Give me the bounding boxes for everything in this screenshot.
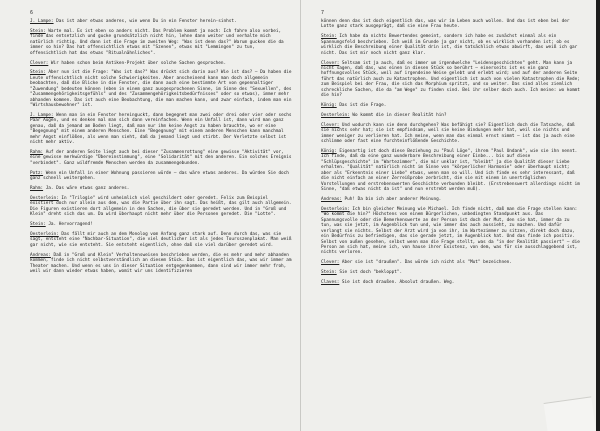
- left-page-body: [30, 19, 294, 275]
- dialogue-text: Das ist aber etwas anderes, wie wenn Du in ein Fenster herein-sinhst.: [53, 19, 237, 24]
- dialogue-paragraph: [30, 19, 294, 24]
- speaker-name: Stein:: [321, 270, 337, 276]
- dialogue-text: Wo kommt die in dieser Realität hin?: [349, 112, 447, 118]
- dialogue-paragraph: [321, 19, 582, 30]
- speaker-name: Oesterlein:: [30, 195, 59, 201]
- dialogue-paragraph: [30, 150, 294, 166]
- dialogue-paragraph: [321, 61, 582, 99]
- dialogue-text: Das ist die Frage.: [336, 103, 387, 109]
- dialogue-paragraph: [321, 207, 582, 256]
- dialogue-paragraph: [30, 222, 294, 227]
- dialogue-text: können denn das ist doch eigentlich das, was wir im Leben auch wollen. Und das ist eben bei der Lotte ganz stark ausgeprägt, daß sie eine Frau heute.: [321, 19, 573, 30]
- dialogue-text: Ich habe da nichts Bewertendes gemeint, sondern ich habe es zunächst einmal als ein Spannungsfeld beschrieben. Ich weiß im Grunde ja gar nicht, ob es wirklich vorhanden ist; ob es wirklich die Beschreibung einer Qualität drin ist, die tatsächlich etwas abwirft, das weiß ich gar nicht. Das ist mir noch nicht ganz klar.: [321, 34, 580, 56]
- dialogue-text: Wir haben schon beim Antiken-Projekt über solche Sachen gesprochen.: [48, 60, 227, 66]
- dialogue-paragraph: [30, 70, 294, 108]
- dialogue-text: Daß in "Groß und Klein" Verhaltensweisen beschrieben werden, die es mehr und mehr abhanden kommen, finde ich nicht selbstverständlich an diesem Stück. Das ist eigentlich das, was wir immer am Theater machen. Und wenn es uns in dieser Situation entgegenkommen, dann sind wir immer mehr froh, weil wir dann wieder etwas haben, womit wir uns identifizieren: [30, 252, 295, 275]
- speaker-name: Oesterlein:: [321, 112, 350, 118]
- dialogue-text: Wenn man in ein Fenster hereinguckt, dann begegnet man zwei oder drei oder vier oder sechs Paar Augen, und es denken mal man sich dann vereinfachen. Wenn ein Unfall ist, dann wird man ganz genau, daß da jemand am Boden liegt, daß man nur ihm keine Angst zu haben brauchte, wo er eine "Begegnung" mit einem anderen Menschen. Eine "Begegnung" mit einem anderen Menschen kann manchmal mehr Angst einflößen, als wenn man sieht, daß da jemand liegt und stirbt. Der Verletzte selbst ist nicht mehr aktiv.: [30, 112, 295, 146]
- dialogue-paragraph: [321, 149, 582, 193]
- speaker-name: Andreas:: [321, 196, 342, 202]
- dialogue-text: Warte mal. Es ist eben so anders nicht. Das Problem kommt ja noch: Ich fahre also vorbei, finde das entsetzlich und gucke grundsätzlich nicht hin, lehne dann weiter und verhalte mich natürlich richtig. Und dann ist die Frage im zweiten Weg: "Was ist denn das?" Warum gucken die da immer so hin? Das hat offensichtlich etwas mit "Szenen", etwas mit "Lemmingen" zu tun, offensichtlich hat das etwas "Ritualnähnliches".: [30, 28, 287, 56]
- speaker-name: Oesterlein:: [321, 206, 350, 212]
- dialogue-text: Ja. Das wäre etwas ganz anderes.: [43, 186, 130, 192]
- dialogue-paragraph: [30, 232, 294, 248]
- dialogue-paragraph: [321, 197, 582, 202]
- dialogue-paragraph: [321, 270, 582, 275]
- speaker-name: Andreas:: [30, 252, 51, 258]
- speaker-name: Stein:: [321, 34, 337, 40]
- dialogue-paragraph: [30, 61, 294, 66]
- folded-paper-tab: [544, 396, 596, 431]
- dialogue-text: In "Trilogie" wird unheimlich viel geschildert oder geredet. Felix zum Beispiel existiert doch nur allein aus dem, was die Partie über ihn sagt. Das heißt, das gilt auch allgemein. Die Figuren existieren dort allgemein in den Sachen, die über sie geredet werden. Und in "Groß und Klein" dreht sich das um. Da wird überhaupt nicht mehr über die Personen geredet. Die "Lotte".: [30, 195, 295, 218]
- speaker-name: Rahm:: [30, 186, 44, 192]
- speaker-name: J. Lampe:: [30, 112, 54, 118]
- speaker-name: König:: [321, 148, 337, 154]
- dialogue-text: Eigenartig ist doch diese Beziehung zu "Paul Löge", ihrem "Paul Undank", wie sie ihn nennt. Ich finde, daß da eine ganz wunderbare Beschreibung einer Einbe... bis auf diese "Schlüpsgeschichte" im "Wartezimmer", die mir unklar ist, "bleibt" ja die Qualität dieser Liebe erhalten. "Qualität" natürlich nicht im Sinne von "körperlicher Harmonie" oder überhaupt nicht; aber als "Erkenntnis einer Liebe" etwas, wenn man so will. Und ich finde es sehr interessant, daß die nicht einfach an einer Zerreißprobe zerbricht, die sie mit einem in unerträglichen Vorstellungen und erstrebenswerten Geschichte verbunden bleibt. (Erstrebenswert allerdings nicht im Sinne, "daß etwas nicht da ist" und nun erstrebt werden muß).: [321, 148, 583, 193]
- right-page: [300, 0, 596, 431]
- dialogue-paragraph: [321, 260, 582, 265]
- dialogue-text: Puh! Da bin ich aber anderer Meinung.: [341, 196, 442, 202]
- dialogue-text: Sie ist doch draußen. Absolut draußen. Weg.: [339, 279, 455, 285]
- dialogue-text: Sie ist doch "bekloppt".: [336, 270, 403, 276]
- speaker-name: Rahm:: [30, 150, 44, 156]
- speaker-name: Claves:: [321, 279, 340, 285]
- dialogue-text: Ja. Hervorragend!: [45, 222, 93, 228]
- speaker-name: J. Lampe:: [30, 19, 54, 24]
- speaker-name: Clever:: [30, 60, 49, 66]
- dialogue-paragraph: [30, 186, 294, 191]
- speaker-name: Clever:: [321, 60, 340, 66]
- background-edge: [596, 0, 600, 431]
- dialogue-paragraph: [321, 34, 582, 56]
- speaker-name: König:: [321, 103, 337, 109]
- dialogue-text: Aber nun ist die Frage: "Was ist das?" Was drückt sich darin aus? Wie ist das? – Da haben die Leute offensichtlich nicht solche Schwierigkeiten. Aber anscheinend kann man doch allgemein beobachten, daß die Blicke in die Fenster, die dann auch eine bestimmte Art von gepennaltiger "Zuwendung" bedeuten können (eben in einem ganz ausgesprochenen Sinne, im Sinne des "Sexuellen", des "Zusammengehörigkeitsgefühls" und des "Zusammengehörigkeitsbedürfnisses" oder so etwas), immer mehr abhanden kommen. Das ist auch eine Beobachtung, die man machen kann, und zwar einfach, indem man ein "Wirtshausbewohner" ist.: [30, 70, 295, 109]
- dialogue-paragraph: [30, 113, 294, 146]
- page-number-left: 6: [30, 10, 34, 16]
- dialogue-text: Seltsam ist ja auch, daß es immer um irgendwelche "Leidensgeschichten" geht. Man kann ja nicht sagen, daß das, was einen in diesen Stück so berührt – einerseits ist es ein ganz hoffnungsvolles Stück, weil auf irgendeine Weise gelebt und erlebt wird; und auf der anderen Seite führt das natürlich auch zu Katastrophen. Und eigentlich ist auch von vielen Katastrophen die Rede; zum Beispiel bei der Frau, die sich das Morphium spritzt, und so weiter. Das sind alles ziemlich schreckliche Sachen, die da "am Wege" zu finden sind. Bei ihr selber doch auch. Ich meine: wo kommt die hin?: [321, 60, 583, 99]
- dialogue-paragraph: [321, 113, 582, 118]
- right-page-body: [321, 19, 582, 285]
- dialogue-text: Ich bin gleicher Meinung wie Michael. Ich finde nicht, daß man die Frage stellen kann: "Wo kommt die hin?" Höchstens von einem Bürgerlichen, unbedingten Standpunkt aus. Das Spannungsvolle oder die Bemerkenswerte an der Person ist doch der Mut, den sie hat, immer da zu tun, was sie jetzt, im Augenblick tun und, wie immer das auch aussieht, zu machen. Und dafür verlangt sie nichts. Selbst der Arzt wird ja von ihr, im Wartezimmer zu sitzen, direkt doch dazu, ein Bedürfnis zu befriedigen, das sie gerade jetzt, im Augenblick hat. Und das finde ich positiv. Selbst von außen gesehen, selbst wenn man die Frage stellt, was da "in der Realität passiert" – die Person an sich hat, meine ich, von hause ihrer Existenz, von dem, was für sie ausschlaggebend ist, nichts verloren.: [321, 206, 583, 256]
- dialogue-paragraph: [321, 280, 582, 285]
- dialogue-paragraph: [30, 253, 294, 275]
- dialogue-text: Und wodurch kann sie denn durchgehen? Was befähigt sie? Eigentlich doch die Tatsache, daß sie nichts sehr hat; sie ist empfindsam, weil sie keine Bindungen mehr hat, weil sie nichts und immer weniger zu verlieren hat. Ich meine, wenn man das einmal ernst nimmt – ist das ja auch eine schlimme oder fast eine furchteinflößende Geschichte.: [321, 122, 578, 145]
- dialogue-paragraph: [321, 123, 582, 145]
- dialogue-text: Wenn ein Unfall in einer Wohnung passieren würde – das wäre etwas anderes. Da würden Sie doch ganz schnell weitergehen.: [30, 170, 292, 182]
- speaker-name: Stein:: [30, 222, 46, 228]
- speaker-name: Stein:: [30, 28, 46, 34]
- dialogue-text: Das fällt mir auch an dem Monolog vom Anfang ganz stark auf. Denn durch das, was sie sagt, entsteht eine "Nachbar-Situation", die viel deutlicher ist als jedes Toursszenplakat. Man weiß gar nicht, wie sie entsteht. Sie entsteht eigentlich, ohne daß sie viel darüber geredet wird.: [30, 231, 295, 248]
- speaker-name: Stein:: [30, 70, 46, 76]
- dialogue-paragraph: [321, 103, 582, 108]
- speaker-name: Oesterlein:: [30, 231, 59, 237]
- dialogue-text: Auf der anderen Seite liegt auch bei dieser "Zusammenrottung" eine gewisse "Aktivität" vor, eine gewisse merkwürdige "Übereinstimmung", eine "Solidarität" mit den anderen. Ein solches Ereignis "verbindet". Ganz wildfremde Menschen werden da zusammengebunden.: [30, 150, 295, 166]
- speaker-name: Clever:: [321, 122, 340, 128]
- dialogue-paragraph: [30, 196, 294, 218]
- speaker-name: Potz:: [30, 170, 44, 176]
- speaker-name: Clever:: [321, 260, 340, 266]
- dialogue-paragraph: [30, 171, 294, 182]
- dialogue-paragraph: [30, 29, 294, 56]
- page-number-right: 7: [321, 10, 325, 16]
- dialogue-text: Aber sie ist "draußen". Das würde ich nicht als "Mut" bezeichnen.: [339, 260, 512, 266]
